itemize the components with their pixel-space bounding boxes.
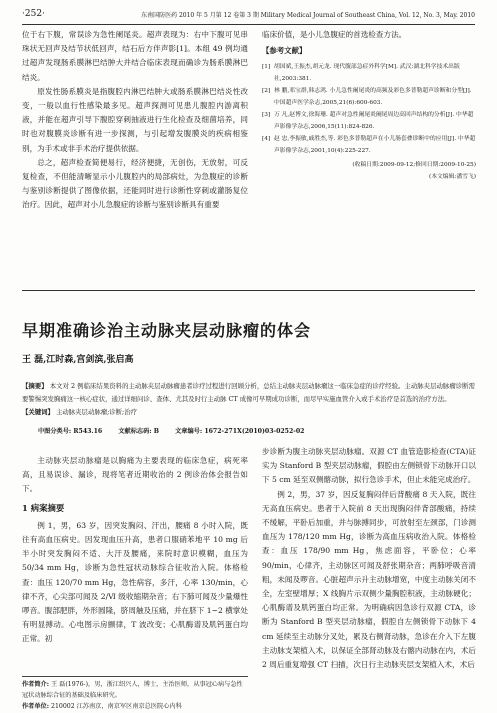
editor-note: (本文编辑:潘雪飞) (428, 174, 476, 181)
journal-citation: 东南国防医药 2010 年 5 月第 12 卷第 3 期 Military Medical Journal of Southeast China, Vol. 12, No. 3, May. 2010 (141, 12, 475, 19)
section-heading: 1 病案摘要 (22, 502, 65, 513)
reference-text: 胡国斌,王振杰,胡元龙. 现代腹部急症外科学[M]. 武汉:湖北科学技术出版社,2003:381. (274, 64, 460, 83)
reference-number: [2] (262, 88, 271, 95)
keywords-text: 主动脉夹层动脉瘤;诊断;治疗 (56, 408, 137, 416)
footnote-unit-label: 作者单位: (22, 703, 50, 710)
abstract-label: 【摘要】 (22, 382, 48, 390)
reference-text: 赵 忠,李振敏,戚胜杰,等. 彩色多普勒超声在小儿肠套叠诊断中的应用[J]. 中华超声影像学杂志,2001,10(4):225-227. (274, 136, 476, 155)
footnote (22, 676, 248, 712)
running-header (22, 8, 475, 25)
abstract-text: 本文对 2 例临床结果资料的主动脉夹层动脉瘤患者诊疗过程进行回顾分析，总结主动脉夹层动脉瘤这一临床急症的诊疗经验。主动脉夹层动脉瘤诊断需要警惕突发胸痛这一核心症状，通过详细问诊、查体、尤其及时行主动脉 CT 成像可早期成功诊断，而尽早实施血管介入或手术治疗是首选的治疗方法。 (22, 382, 475, 403)
prev-article-right-column (262, 28, 476, 183)
reference-item (262, 133, 476, 157)
body-paragraph: 临床价值，是小儿急腹症的首选检查方法。 (262, 30, 407, 39)
references-heading: 【参考文献】 (262, 46, 307, 56)
body-paragraph: 例 2，男，37 岁，因反复胸闷伴后背酸痛 8 天入院，既往无高血压病史。患者于入院前 8 天出现胸闷伴背部酸痛，持续不缓解，平卧后加重，并与脉搏同步，可放射至左颈部，门诊测血压为 178/120 mm Hg，诊断为高血压病收治入院。体格检查：血压 178/90 mm Hg，焦虑面容，平卧位；心率 90/min，心律齐，主动脉区可闻及舒张期杂音；两肺呼吸音清粗，未闻及啰音。心脏超声示升主动脉增宽，中度主动脉关闭不全，左室壁增厚；X 线胸片示双侧少量胸腔积液，主动脉硬化；心肌酶谱及肌钙蛋白均正常。为明确病因急诊行双源 CTA，诊断为 Stanford B 型夹层动脉瘤，假腔自左侧锁骨下动脉下 4 cm 延续至主动脉分叉处，累及右侧肾动脉，急诊在介入下左腹主动脉支架植入术，以保证全部肾动脉及右髂内动脉在内，术后 2 周后重复增强 CT 扫描，次日行主动脉夹层支架植入术，术后 (262, 489, 476, 670)
reference-text: 林 鹏,邓宝群,韩志鸿. 小儿急性阑尾炎的高频及彩色多普勒超声诊断和分型[J]. 中国超声医学杂志,2005,21(6):600-603. (274, 88, 472, 107)
prev-article-left-column (22, 28, 248, 213)
body-paragraph: 步诊断为腹主动脉夹层动脉瘤。双源 CT 血管造影检查(CTA)证实为 Stanford B 型夹层动脉瘤，假腔由左侧锁骨下动脉开口以下 5 cm 延至双侧髂动脉，拟行急诊手术，但止未能完成治疗。 (262, 447, 476, 485)
reference-number: [1] (262, 64, 271, 71)
body-paragraph: 主动脉夹层动脉瘤是以胸痛为主要表现的临床急症，病死率高，且易误诊、漏诊，现将笔者近期收治的 2 例诊治体会报告如下。 (22, 456, 248, 494)
footnote-author-label: 作者简介: (22, 681, 50, 688)
reference-text: 万 凡,赵博文,徐海珊. 超声对急性阑尾炎阑尾周边高回声结构的分析[J]. 中华超声影像学杂志,2006,15(11):824-826. (274, 112, 474, 131)
footnote-unit (22, 701, 248, 712)
article-authors: 王 磊,江时森,宫剑滨,张启高 (22, 355, 134, 365)
received-date: (收稿日期:2009-09-12;修回日期:2009-10-25) (352, 162, 476, 169)
classification-line (38, 426, 468, 435)
article-left-column (22, 454, 248, 647)
keywords-label: 【关键词】 (22, 408, 54, 416)
article-number: 文章编号: 1672-271X(2010)03-0252-02 (175, 428, 305, 435)
body-paragraph: 位于右下腹，常误诊为急性阑尾炎。超声表现为：右中下腹可见串珠状无回声及结节状低回声，结石后方伴声影[1]。本组 49 例均通过超声发现肠系膜淋巴结肿大并结合临床表现而确诊为肠系膜淋巴结炎。 (22, 30, 248, 82)
reference-number: [4] (262, 136, 271, 143)
body-paragraph: 总之，超声检查简便易行，经济便捷，无创伤，无放射，可反复检查，不但能清晰显示小儿腹腔内的局部病灶，为急腹症的诊断与鉴别诊断提供了图像依据，还能同时进行诊断性穿刺或灌肠复位治疗。因此，超声对小儿急腹症的诊断与鉴别诊断具有重要 (22, 157, 248, 210)
body-paragraph: 原发性肠系膜炎是指腹腔内淋巴结肿大或肠系膜淋巴结炎性改变，一般以血行性感染最多见。超声探测可见患儿腹腔内游离积液，并能在超声引导下腹腔穿刺抽液进行生化检查及细菌培养，同时也对腹膜炎诊断有进一步探测，与引起增发腹膜炎的疾病相鉴别，为手术或非手术治疗提供依据。 (22, 86, 248, 153)
article-right-column (262, 445, 476, 672)
abstract-block (22, 380, 475, 419)
footnote-author (22, 679, 248, 701)
clc-number: 中图分类号: R543.16 (38, 428, 103, 435)
body-paragraph: 例 1，男，63 岁，因突发胸闷、汗出，腰痛 8 小时入院，既往有高血压病史。因发现血压升高，患者口服硝苯地平 10 mg 后半小时突发胸闷不适、大汗及腰痛，来院时意识模糊，血压为 50/34 mm Hg，诊断为急性冠状动脉综合征收治入院。体格检查：血压 120/70 mm Hg，急性病容，多汗，心率 130/min，心律不齐，心尖部可闻及 2/Ⅵ 级收缩期杂音；右下肺可闻及少量爆性啰音。腹部肥胖，外形圆隆，脐周触及压痛，并在脐下 1~2 横掌处有明显搏动。心电图示房颤律，T 波改变；心肌酶谱及肌钙蛋白均正常。初 (22, 520, 248, 644)
footnote-author-text: 王 磊(1976-)，男，浙江绍兴人，博士，主治医师，从事冠心病与急性冠状动脉综合征的基础及临床研究。 (22, 681, 243, 699)
reference-number: [3] (262, 112, 271, 119)
reference-item (262, 109, 476, 133)
article-title: 早期准确诊治主动脉夹层动脉瘤的体会 (22, 321, 312, 340)
article-divider (22, 290, 475, 291)
page-number: ·252· (22, 9, 45, 19)
reference-item (262, 61, 476, 85)
document-code: 文献标志码: B (118, 428, 159, 435)
reference-item (262, 85, 476, 109)
footnote-unit-text: 210002 江苏南京，南京军区南京总医院心内科 (51, 703, 182, 710)
